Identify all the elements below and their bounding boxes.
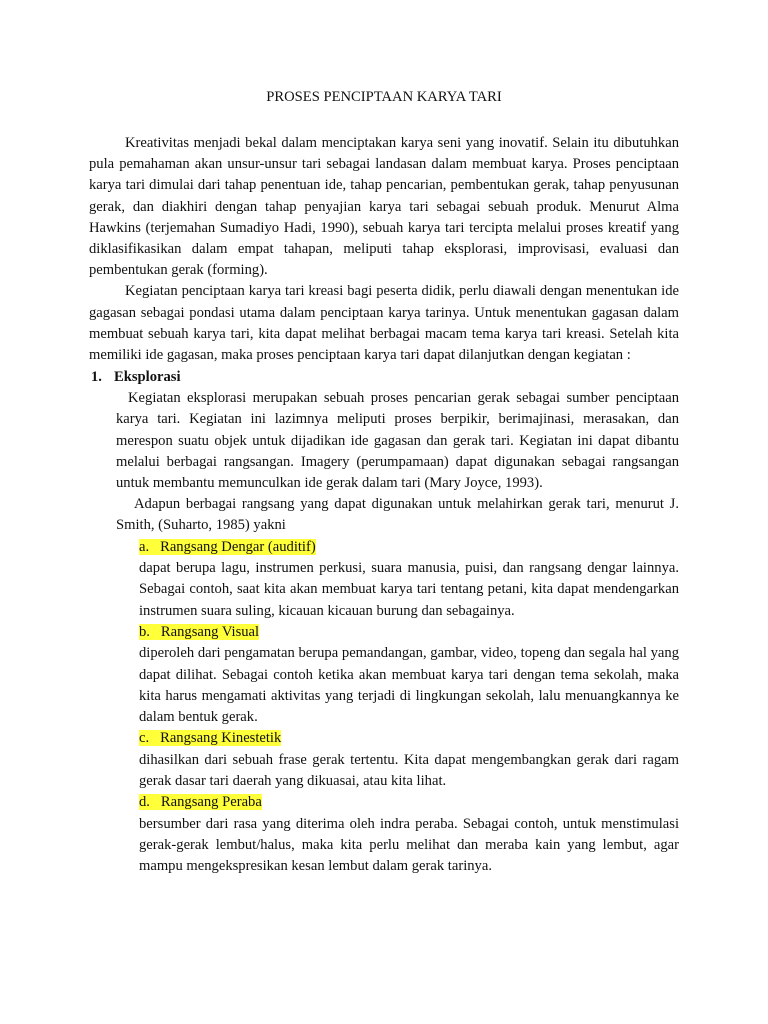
list-item-letter: a. (139, 538, 150, 555)
stimulus-list (116, 537, 679, 878)
section-body (116, 388, 679, 877)
section-title: Eksplorasi (114, 369, 181, 386)
list-item-highlight (139, 794, 262, 810)
list-item-letter: b. (139, 623, 150, 640)
list-item-label: Rangsang Visual (160, 623, 260, 640)
section-number: 1. (91, 369, 102, 386)
section-paragraph-2: Adapun berbagai rangsang yang dapat digunakan untuk melahirkan gerak tari, menurut J. Smith, (Suharto, 1985) yakni (116, 496, 679, 534)
intro-paragraph-2: Kegiatan penciptaan karya tari kreasi bagi peserta didik, perlu diawali dengan menentukan ide gagasan sebagai pondasi utama dalam penciptaan karya tarinya. Untuk menentukan gagasan dalam membuat sebuah karya tari, kita dapat melihat berbagai macam tema karya tari kreasi. Setelah kita memiliki ide gagasan, maka proses penciptaan karya tari dapat dilanjutkan dengan kegiatan : (89, 283, 679, 364)
list-item-text: bersumber dari rasa yang diterima oleh indra peraba. Sebagai contoh, untuk menstimulasi gerak-gerak lembut/halus, maka kita perlu melihat dan meraba kain yang lembut, agar mampu mengekspresikan kesan lembut dalam gerak tarinya. (139, 815, 679, 875)
list-item-text: dihasilkan dari sebuah frase gerak tertentu. Kita dapat mengembangkan gerak dari ragam gerak dasar tari daerah yang dikuasai, atau kita lihat. (139, 751, 679, 790)
list-item-highlight (139, 624, 259, 640)
list-item-heading (116, 537, 679, 559)
section-paragraph-1: Kegiatan eksplorasi merupakan sebuah proses pencarian gerak sebagai sumber penciptaan karya tari. Kegiatan ini lazimnya meliputi proses berpikir, berimajinasi, merasakan, dan merespon suatu objek untuk dijadikan ide gagasan dan gerak tari. Kegiatan ini dapat dibantu melalui berbagai rangsangan. Imagery (perumpamaan) dapat digunakan sebagai rangsangan untuk membantu memunculkan ide gerak dalam tari (Mary Joyce, 1993). (116, 390, 679, 492)
list-item (116, 792, 679, 877)
list-item-highlight (139, 730, 281, 746)
list-item-heading (116, 792, 679, 814)
list-item-heading (116, 622, 679, 644)
list-item (116, 622, 679, 728)
document-title: PROSES PENCIPTAAN KARYA TARI (266, 89, 502, 105)
document-page (89, 86, 679, 877)
list-item-text: diperoleh dari pengamatan berupa pemandangan, gambar, video, topeng dan segala hal yang dapat dilihat. Sebagai contoh ketika akan membuat karya tari dengan tema sekolah, maka kita harus mengamati aktivitas yang terjadi di lingkungan sekolah, lalu menuangkannya ke dalam bentuk gerak. (139, 645, 679, 726)
list-item-label: Rangsang Peraba (160, 794, 262, 811)
list-item-letter: c. (139, 730, 150, 747)
list-item-letter: d. (139, 794, 150, 811)
list-item-highlight (139, 539, 316, 555)
intro-paragraph-1: Kreativitas menjadi bekal dalam menciptakan karya seni yang inovatif. Selain itu dibutuhkan pula pemahaman akan unsur-unsur tari sebagai landasan dalam membuat karya. Proses penciptaan karya tari dimulai dari tahap penentuan ide, tahap pencarian, pembentukan gerak, tahap penyusunan gerak, dan diakhiri dengan tahap penyajian karya tari sebagai sebuah produk. Menurut Alma Hawkins (terjemahan Sumadiyo Hadi, 1990), sebuah karya tari tercipta melalui proses kreatif yang diklasifikasikan dalam empat tahapan, meliputi tahap eksplorasi, improvisasi, evaluasi dan pembentukan gerak (forming). (89, 135, 679, 279)
list-item-label: Rangsang Dengar (auditif) (160, 538, 316, 555)
list-item-label: Rangsang Kinestetik (160, 730, 282, 747)
list-item (116, 728, 679, 792)
list-item-heading (116, 728, 679, 750)
section-heading (89, 366, 679, 388)
list-item (116, 537, 679, 622)
list-item-text: dapat berupa lagu, instrumen perkusi, suara manusia, puisi, dan rangsang dengar lainnya. Sebagai contoh, saat kita akan membuat karya tari tentang petani, kita dapat mendengarkan instrumen suara suling, kicauan kicauan burung dan sebagainya. (139, 560, 679, 619)
